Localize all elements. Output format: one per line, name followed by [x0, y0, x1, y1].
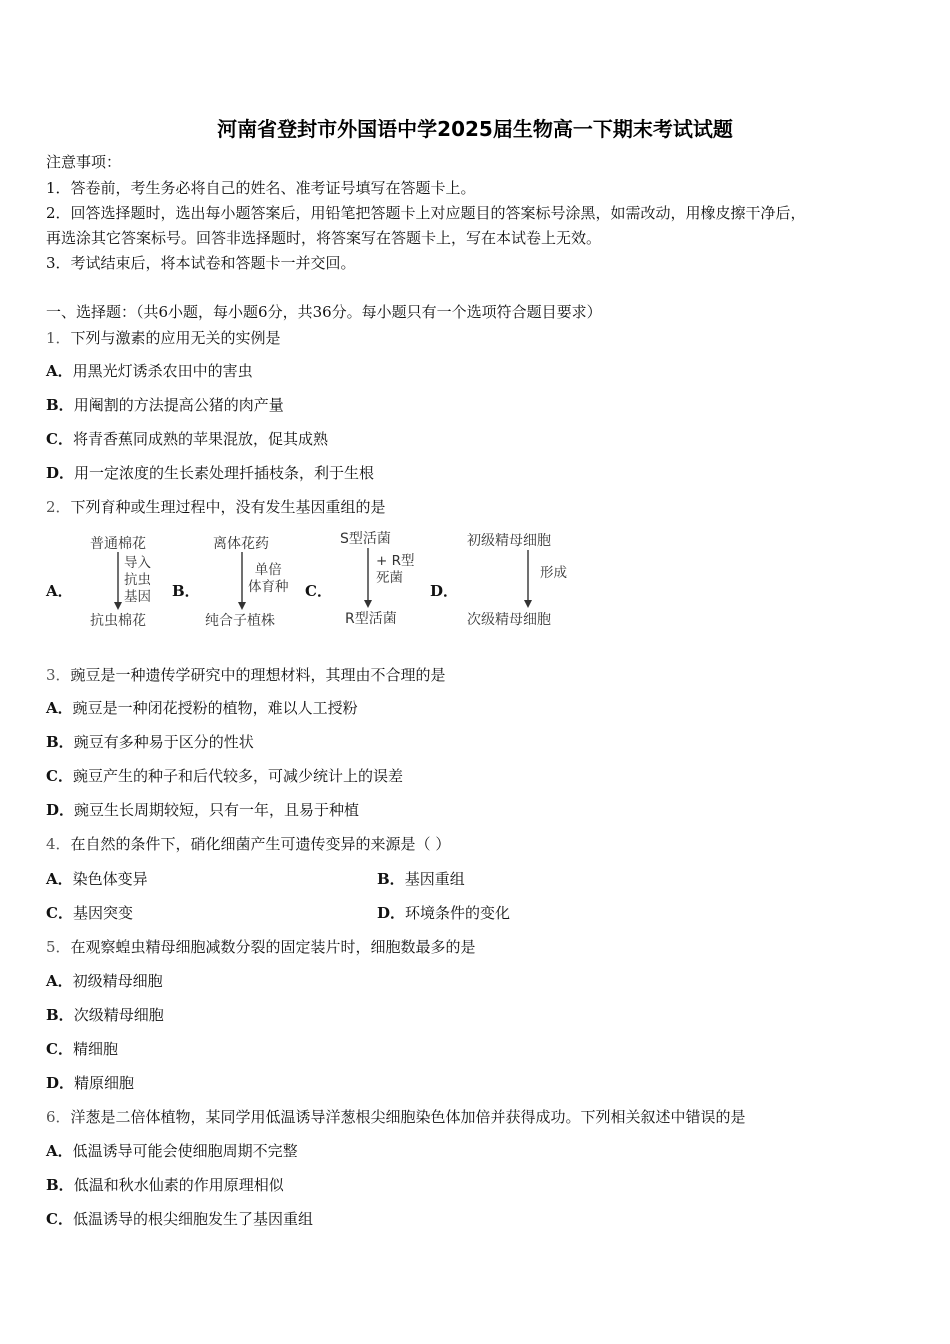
option-letter: A． [46, 699, 73, 717]
option-text: 用一定浓度的生长素处理扦插枝条，利于生根 [74, 464, 375, 482]
down-arrow-icon [112, 552, 124, 610]
option-text: 低温诱导可能会使细胞周期不完整 [72, 1142, 298, 1160]
option-letter: C． [46, 767, 73, 785]
question-5 [46, 936, 476, 957]
option [46, 970, 163, 991]
option-letter: B． [46, 1176, 74, 1194]
question-4 [46, 833, 450, 854]
question-number: 1． [46, 329, 71, 347]
option-letter: B． [46, 1006, 74, 1024]
question-2 [46, 496, 386, 517]
option [46, 1038, 118, 1059]
option [46, 1072, 134, 1093]
option [46, 697, 358, 718]
option [46, 731, 254, 752]
option-letter: B． [46, 733, 74, 751]
option [46, 765, 403, 786]
option-letter: A． [46, 972, 73, 990]
option-text: 豌豆是一种闭花授粉的植物，难以人工授粉 [72, 699, 358, 717]
diagram-side-label: 形成 [540, 565, 567, 581]
option-letter: C． [46, 1210, 73, 1228]
option-text: 用阉割的方法提高公猪的肉产量 [73, 396, 284, 414]
option-text: 豌豆生长周期较短，只有一年，且易于种植 [74, 801, 360, 819]
option-letter: D． [377, 904, 406, 922]
option-letter: A． [46, 870, 73, 888]
option-letter: A． [46, 362, 73, 380]
option [46, 462, 374, 483]
option-text: 豌豆产生的种子和后代较多，可减少统计上的误差 [72, 767, 403, 785]
option [46, 902, 133, 923]
option [377, 902, 510, 923]
notice-item: 再选涂其它答案标号。回答非选择题时，将答案写在答题卡上，写在本试卷上无效。 [46, 229, 602, 247]
diagram-top-label: 初级精母细胞 [467, 533, 551, 549]
option-text: 基因重组 [404, 870, 465, 888]
down-arrow-icon [362, 548, 374, 608]
diagram-top-label: 普通棉花 [90, 536, 146, 552]
option [46, 394, 284, 415]
diagram-bottom-label: R型活菌 [345, 611, 397, 627]
question-number: 3． [46, 666, 71, 684]
question-stem: 下列与激素的应用无关的实例是 [70, 329, 281, 347]
diagram-option-letter: B． [172, 582, 200, 600]
option-text: 低温和秋水仙素的作用原理相似 [73, 1176, 284, 1194]
diagram-top-label: 离体花药 [213, 536, 269, 552]
diagram-option-letter: A． [46, 582, 73, 600]
option [46, 868, 148, 889]
option-text: 用黑光灯诱杀农田中的害虫 [72, 362, 253, 380]
diagram-side-label: + R型 死菌 [376, 553, 415, 586]
notice-item: 2．回答选择题时，选出每小题答案后，用铅笔把答题卡上对应题目的答案标号涂黑，如需改动，用橡皮擦干净后， [46, 204, 806, 222]
option-text: 将青香蕉同成熟的苹果混放，促其成熟 [72, 430, 328, 448]
option [46, 428, 328, 449]
question-number: 2． [46, 498, 71, 516]
option [377, 868, 465, 889]
question-stem: 洋葱是二倍体植物，某同学用低温诱导洋葱根尖细胞染色体加倍并获得成功。下列相关叙述中错误的是 [70, 1108, 746, 1126]
option-text: 初级精母细胞 [72, 972, 163, 990]
notice-item: 3．考试结束后，将本试卷和答题卡一并交回。 [46, 254, 356, 272]
option-text: 染色体变异 [72, 870, 148, 888]
option [46, 1174, 284, 1195]
option-letter: A． [46, 1142, 73, 1160]
diagram-option-letter: D． [430, 582, 459, 600]
question-stem: 在观察蝗虫精母细胞减数分裂的固定装片时，细胞数最多的是 [70, 938, 476, 956]
question-number: 5． [46, 938, 71, 956]
option-letter: D． [46, 801, 75, 819]
diagram-side-label: 单倍 体育种 [248, 562, 289, 595]
diagram-bottom-label: 抗虫棉花 [90, 613, 146, 629]
option-text: 精细胞 [72, 1040, 118, 1058]
option [46, 1004, 164, 1025]
option-text: 豌豆有多种易于区分的性状 [73, 733, 254, 751]
section-heading: 一、选择题：（共6小题，每小题6分，共36分。每小题只有一个选项符合题目要求） [46, 303, 602, 321]
question-stem: 在自然的条件下，硝化细菌产生可遗传变异的来源是（ ） [70, 835, 451, 853]
diagram-side-label: 导入 抗虫 基因 [124, 555, 151, 605]
option-letter: B． [377, 870, 405, 888]
question-3 [46, 664, 446, 685]
question-1 [46, 327, 281, 348]
option [46, 1140, 298, 1161]
option [46, 799, 359, 820]
diagram-bottom-label: 次级精母细胞 [467, 612, 551, 628]
option-letter: C． [46, 430, 73, 448]
question-number: 6． [46, 1108, 71, 1126]
page-title: 河南省登封市外国语中学2025届生物高一下期末考试试题 [217, 117, 733, 141]
option-text: 次级精母细胞 [73, 1006, 164, 1024]
option-text: 精原细胞 [74, 1074, 135, 1092]
option-letter: D． [46, 464, 75, 482]
notice-heading: 注意事项： [46, 153, 122, 171]
question-6 [46, 1106, 746, 1127]
option-letter: C． [46, 1040, 73, 1058]
notice-item: 1．答卷前，考生务必将自己的姓名、准考证号填写在答题卡上。 [46, 179, 476, 197]
down-arrow-icon [236, 552, 248, 610]
option [46, 360, 253, 381]
diagram-top-label: S型活菌 [340, 531, 391, 547]
question-stem: 下列育种或生理过程中，没有发生基因重组的是 [70, 498, 386, 516]
option-letter: D． [46, 1074, 75, 1092]
option-text: 基因突变 [72, 904, 133, 922]
diagram-option-letter: C． [305, 582, 332, 600]
question-number: 4． [46, 835, 71, 853]
option [46, 1208, 313, 1229]
option-text: 低温诱导的根尖细胞发生了基因重组 [72, 1210, 313, 1228]
option-letter: C． [46, 904, 73, 922]
question-stem: 豌豆是一种遗传学研究中的理想材料，其理由不合理的是 [70, 666, 446, 684]
down-arrow-icon [522, 550, 534, 608]
option-text: 环境条件的变化 [405, 904, 511, 922]
option-letter: B． [46, 396, 74, 414]
diagram-bottom-label: 纯合子植株 [205, 613, 275, 629]
